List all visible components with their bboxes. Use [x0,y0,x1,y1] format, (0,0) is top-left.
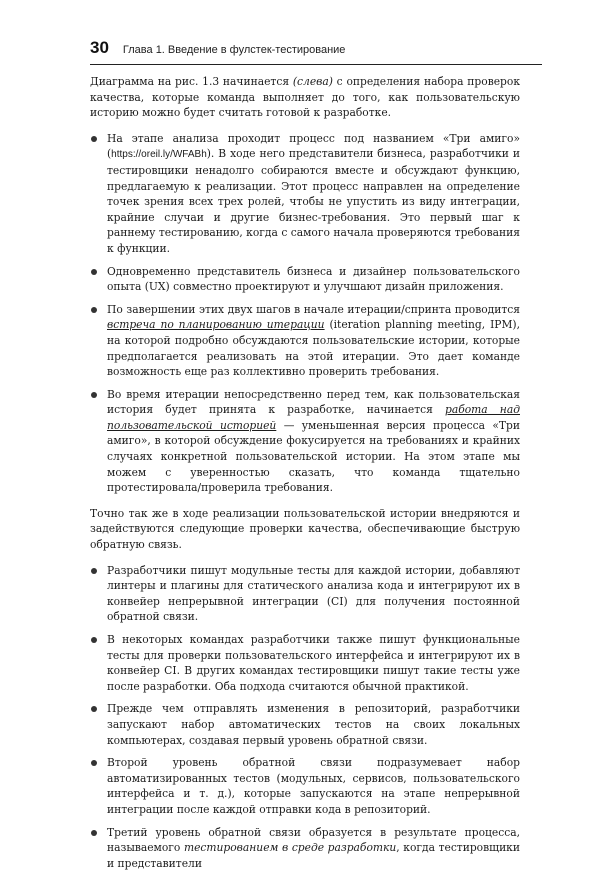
three-amigos-link[interactable]: https://oreil.ly/WFABh [111,149,207,161]
bullet-icon [91,830,97,836]
chapter-title: Глава 1. Введение в фулстек-тестирование [122,44,346,56]
mid-paragraph: Точно так же в ходе реализации пользовательской истории внедряются и задействуются следующие проверки качества, обеспечивающие быструю обратную связь. [90,506,520,552]
dev-box-testing-term: тестированием в среде разработки [183,841,397,855]
list-item: Одновременно представитель бизнеса и дизайнер пользовательского опыта (UX) совместно проектируют и улучшают дизайн приложения. [90,264,520,295]
page-number: 30 [90,38,109,57]
bullet-icon [91,269,97,275]
list-item: Разработчики пишут модульные тесты для каждой истории, добавляют линтеры и плагины для статического анализа кода и интегрируют их в конвейер непрерывной интеграции (CI) для получения постоянной обратной связи. [90,563,520,625]
list-item: На этапе анализа проходит процесс под названием «Три амиго» (https://oreil.ly/WFABh). В ходе него представители бизнеса, разработчики и тестировщики ненадолго собираются вместе и обсуждают функцию, предлагаемую к реализации. Этот процесс направлен на определение точек зрения всех трех ролей, чтобы не упустить из виду интеграции, крайние случаи и другие бизнес-требования. Это первый шаг к раннему тестированию, когда с самого начала проверяются требования к функции. [90,131,520,257]
analysis-steps-list [90,131,520,496]
bullet-icon [91,706,97,712]
bullet-icon [91,136,97,142]
list-item: В некоторых командах разработчики также пишут функциональные тесты для проверки пользовательского интерфейса и интегрируют их в конвейер CI. В других командах тестировщики пишут такие тесты уже после разработки. Оба подхода считаются обычной практикой. [90,632,520,694]
list-item: Второй уровень обратной связи подразумевает набор автоматизированных тестов (модульных, сервисов, пользовательского интерфейса и т. д.), которые запускаются на этапе непрерывной интеграции после каждой отправки кода в репозиторий. [90,755,520,817]
intro-emphasis: (слева) [292,75,333,88]
bullet-icon [91,637,97,643]
bullet-icon [91,307,97,313]
bullet-icon [91,568,97,574]
ipm-term: встреча по планированию итерации [107,318,325,332]
feedback-steps-list [90,563,520,872]
list-item: Прежде чем отправлять изменения в репозиторий, разработчики запускают набор автоматических тестов на своих локальных компьютерах, создавая первый уровень обратной связи. [90,701,520,748]
page-body [90,74,520,881]
intro-paragraph: Диаграмма на рис. 1.3 начинается (слева) с определения набора проверок качества, которые команда выполняет до того, как пользовательскую историю можно будет считать готовой к разработке. [90,75,520,120]
page-header [90,38,542,65]
list-item: По завершении этих двух шагов в начале итерации/спринта проводится встреча по планированию итерации (iteration planning meeting, IPM), на которой подробно обсуждаются пользовательские истории, которые предполагается реализовать на этой итерации. Это дает команде возможность еще раз коллективно проверить требования. [90,302,520,380]
bullet-icon [91,760,97,766]
list-item: Во время итерации непосредственно перед тем, как пользовательская история будет принята к разработке, начинается работа над пользовательской историей — уменьшенная версия процесса «Три амиго», в которой обсуждение фокусируется на требованиях и крайних случаях конкретной пользовательской истории. На этом этапе мы можем с уверенностью сказать, что команда тщательно протестировала/проверила требования. [90,387,520,496]
story-kickoff-term: работа над пользовательской историей [107,403,520,432]
list-item: Третий уровень обратной связи образуется в результате процесса, называемого тестированием в среде разработки, когда тестировщики и представители [90,825,520,872]
bullet-icon [91,392,97,398]
